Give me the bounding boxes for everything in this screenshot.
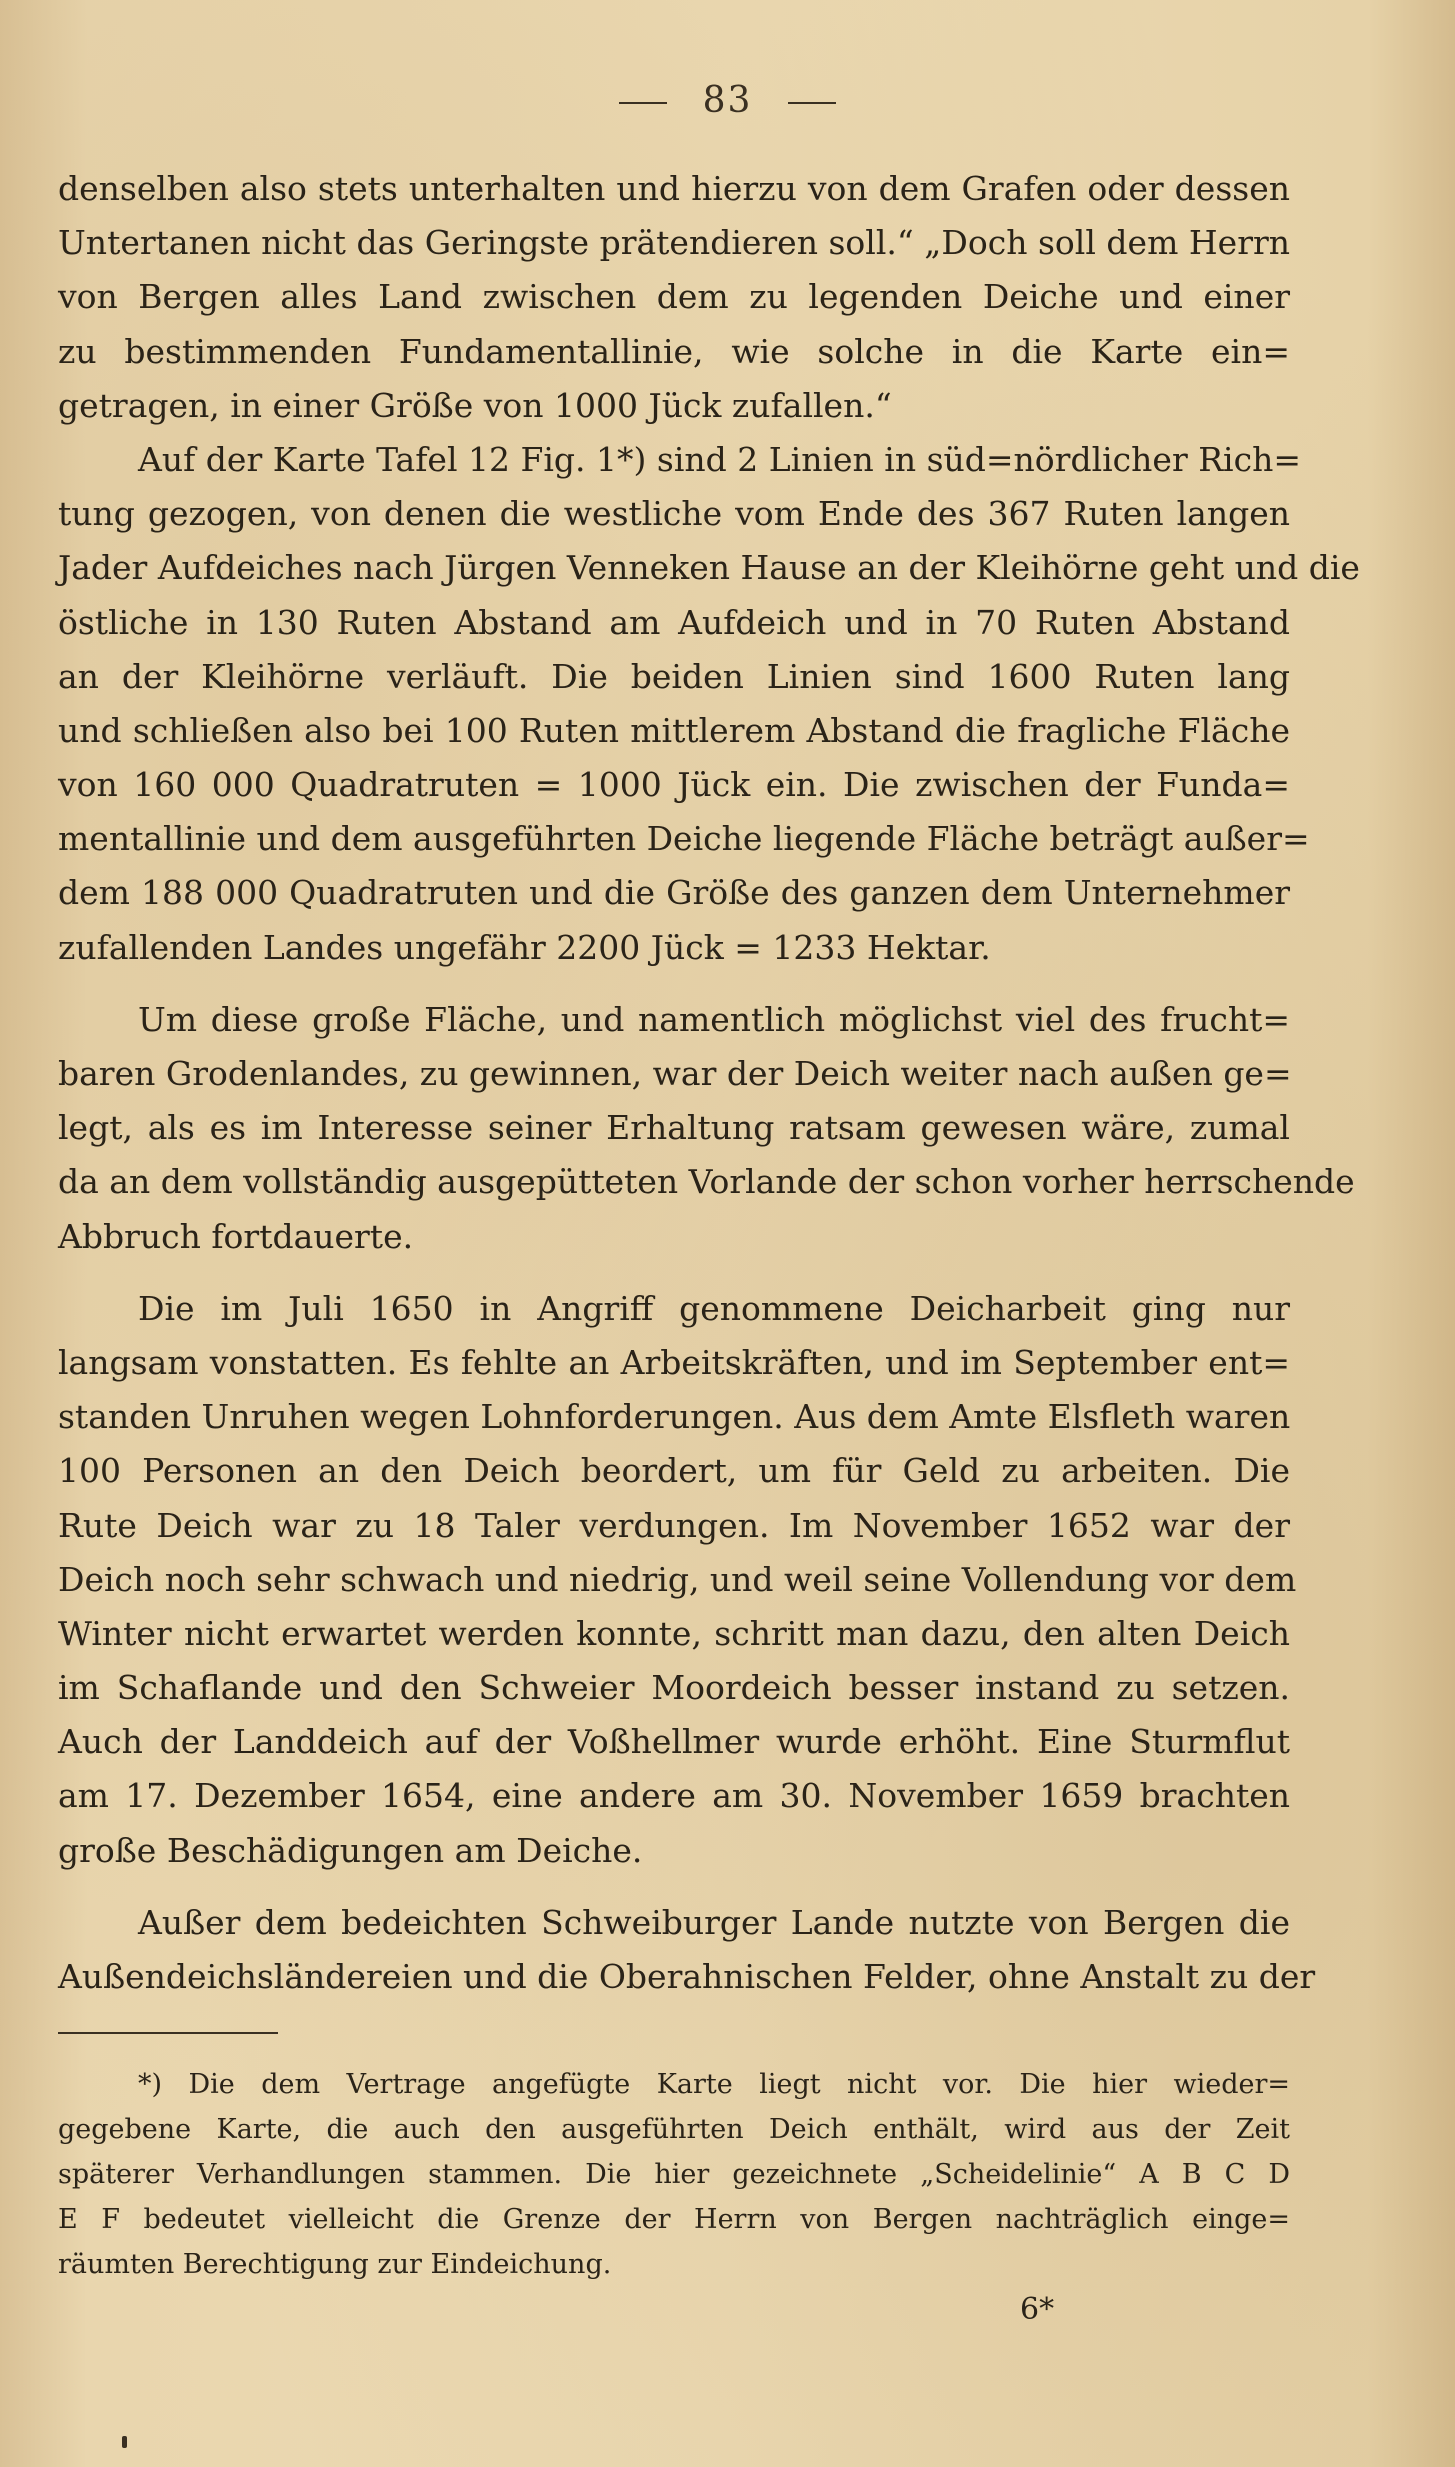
paragraph-gap [58,1264,1290,1282]
paragraph-3 [58,993,1355,1264]
text-line: zu bestimmenden Fundamentallinie, wie solche in die Karte ein= [58,331,1290,371]
text-line: Auch der Landdeich auf der Voßhellmer wurde erhöht. Eine Sturmflut [58,1722,1290,1762]
footnote-line: *) Die dem Vertrage angefügte Karte liegt nicht vor. Die hier wieder= [138,2069,1290,2100]
footnote [58,2062,1290,2287]
text-line: im Schaflande und den Schweier Moordeich besser instand zu setzen. [58,1668,1290,1708]
text-line: baren Grodenlandes, zu gewinnen, war der Deich weiter nach außen ge= [58,1054,1292,1093]
text-line: Rute Deich war zu 18 Taler verdungen. Im November 1652 war der [58,1505,1290,1545]
text-line: standen Unruhen wegen Lohnforderungen. Aus dem Amte Elsfleth waren [58,1397,1291,1437]
text-line: mentallinie und dem ausgeführten Deiche liegende Fläche beträgt außer= [58,819,1310,859]
text-line: am 17. Dezember 1654, eine andere am 30. November 1659 brachten [58,1776,1290,1816]
paragraph-gap [58,975,1290,993]
text-line: 100 Personen an den Deich beordert, um für Geld zu arbeiten. Die [58,1451,1290,1491]
footnote-rule [58,2032,278,2034]
text-line: Auf der Karte Tafel 12 Fig. 1*) sind 2 Linien in süd=nördlicher Rich= [138,439,1301,479]
footnote-line: gegebene Karte, die auch den ausgeführten Deich enthält, wird aus der Zeit [58,2114,1290,2145]
text-line: getragen, in einer Größe von 1000 Jück zufallen.“ [58,385,892,425]
footnote-line: E F bedeutet vielleicht die Grenze der Herrn von Bergen nachträglich einge= [58,2204,1290,2235]
text-line: dem 188 000 Quadratruten und die Größe des ganzen dem Unternehmer [58,873,1290,913]
text-line: zufallenden Landes ungefähr 2200 Jück = 1233 Hektar. [58,927,991,967]
text-line: Um diese große Fläche, und namentlich möglichst viel des frucht= [138,999,1290,1039]
header-dash-left [619,102,667,104]
text-line: Deich noch sehr schwach und niedrig, und weil seine Vollendung vor dem [58,1559,1297,1599]
text-line: Jader Aufdeiches nach Jürgen Venneken Hause an der Kleihörne geht und die [58,548,1360,588]
text-line: und schließen also bei 100 Ruten mittlerem Abstand die fragliche Fläche [58,710,1290,750]
text-line: an der Kleihörne verläuft. Die beiden Linien sind 1600 Ruten lang [58,656,1290,696]
body-text [58,162,1360,2004]
text-line: von 160 000 Quadratruten = 1000 Jück ein. Die zwischen der Funda= [58,765,1290,805]
text-line: tung gezogen, von denen die westliche vom Ende des 367 Ruten langen [58,494,1290,534]
paragraph-gap [58,1878,1290,1896]
text-line: östliche in 130 Ruten Abstand am Aufdeich und in 70 Ruten Abstand [58,602,1290,642]
text-line: Winter nicht erwartet werden konnte, schritt man dazu, den alten Deich [58,1613,1290,1653]
text-line: Außendeichsländereien und die Oberahnischen Felder, ohne Anstalt zu der [58,1957,1316,1996]
text-line: große Beschädigungen am Deiche. [58,1830,643,1870]
paragraph-2 [58,433,1360,975]
paragraph-4 [58,1282,1297,1878]
signature-mark: 6* [1020,2292,1055,2327]
header-dash-right [788,102,836,104]
text-line: von Bergen alles Land zwischen dem zu legenden Deiche und einer [58,277,1290,317]
text-line: Außer dem bedeichten Schweiburger Lande nutzte von Bergen die [138,1902,1290,1942]
paragraph-5 [58,1896,1316,2004]
text-line: Die im Juli 1650 in Angriff genommene Deicharbeit ging nur [138,1288,1290,1328]
text-line: langsam vonstatten. Es fehlte an Arbeitskräften, und im September ent= [58,1342,1290,1382]
footnote-line: späterer Verhandlungen stammen. Die hier gezeichnete „Scheidelinie“ A B C D [58,2159,1290,2190]
text-line: da an dem vollständig ausgepütteten Vorlande der schon vorher herrschende [58,1162,1355,1202]
text-line: denselben also stets unterhalten und hierzu von dem Grafen oder dessen [58,169,1290,208]
page-header [0,80,1455,121]
page-number: 83 [702,80,753,121]
text-line: legt, als es im Interesse seiner Erhaltung ratsam gewesen wäre, zumal [58,1108,1290,1148]
footnote-line: räumten Berechtigung zur Eindeichung. [58,2249,612,2280]
text-line: Abbruch fortdauerte. [58,1216,414,1256]
text-line: Untertanen nicht das Geringste prätendieren soll.“ „Doch soll dem Herrn [58,223,1290,263]
ink-smudge [122,2436,127,2448]
paragraph-1 [58,162,1290,433]
